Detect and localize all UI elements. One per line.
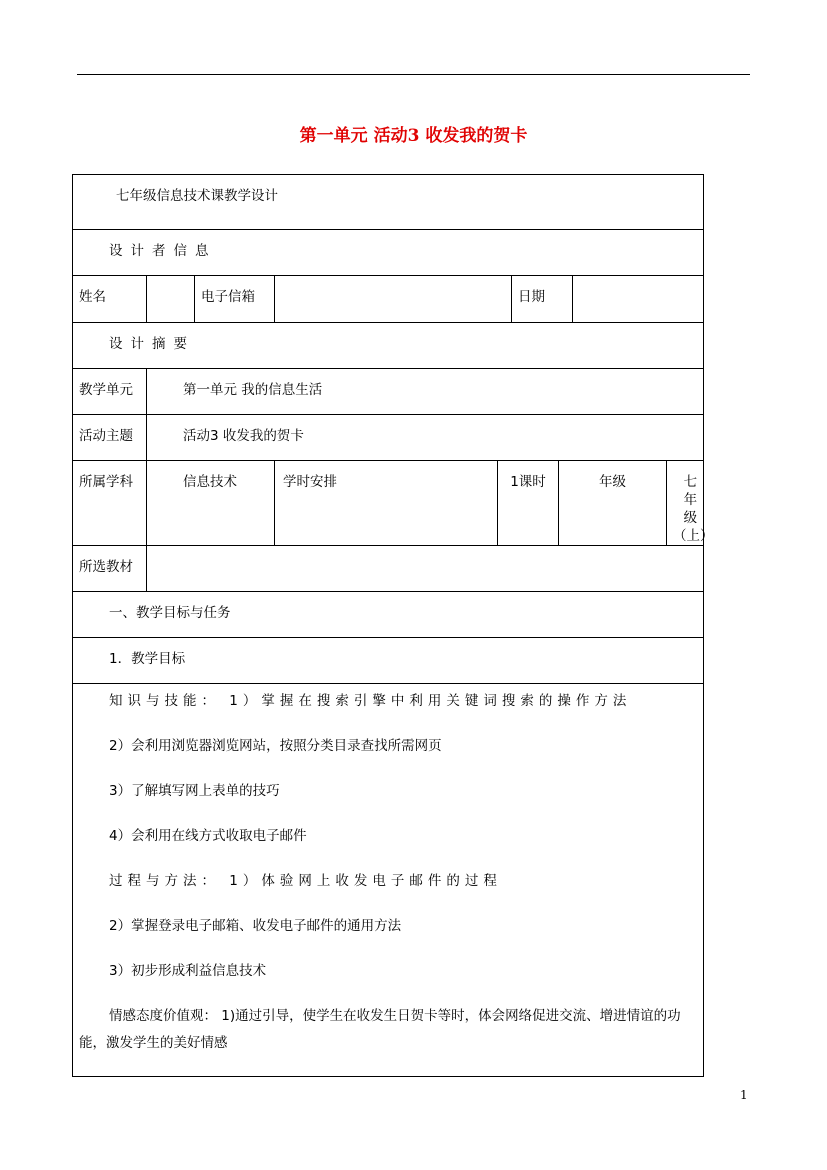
topic-value: 活动3 收发我的贺卡: [147, 415, 704, 461]
summary-label: 设计摘要: [73, 323, 704, 369]
table-row: [73, 592, 704, 638]
unit-label: 教学单元: [73, 369, 147, 415]
designer-info-label: 设计者信息: [73, 230, 704, 276]
name-label: 姓名: [73, 276, 147, 323]
grade-value: 七年级（上）: [667, 461, 704, 546]
table-row: [73, 415, 704, 461]
goal-line: 4）会利用在线方式收取电子邮件: [109, 828, 307, 844]
teaching-goals-cell: [73, 684, 704, 1077]
lesson-plan-table: [72, 174, 714, 1077]
goal-line: 2）掌握登录电子邮箱、收发电子邮件的通用方法: [109, 918, 402, 934]
table-row: [73, 369, 704, 415]
table-row: [73, 323, 704, 369]
topic-label: 活动主题: [73, 415, 147, 461]
date-value: [573, 276, 704, 323]
goal-line: 3）初步形成利益信息技术: [109, 963, 267, 979]
table-row: [73, 175, 704, 230]
document-title: 第一单元 活动3 收发我的贺卡: [299, 126, 528, 146]
table-row: [73, 638, 704, 684]
page-number: 1: [740, 1088, 748, 1102]
goal-line: 知识与技能： 1）掌握在搜索引擎中利用关键词搜索的操作方法: [109, 693, 632, 709]
goal-line: 2）会利用浏览器浏览网站，按照分类目录查找所需网页: [109, 738, 442, 754]
section-heading: 一、教学目标与任务: [73, 592, 704, 638]
grade-label: 年级: [559, 461, 667, 546]
email-label: 电子信箱: [195, 276, 275, 323]
table-header-text: 七年级信息技术课教学设计: [73, 175, 704, 230]
textbook-value: [147, 546, 704, 592]
goal-line: 情感态度价值观： 1)通过引导，使学生在收发生日贺卡等时，体会网络促进交流、增进情谊的功能，激发学生的美好情感: [79, 1008, 681, 1051]
table-row: [73, 546, 704, 592]
subject-value: 信息技术: [147, 461, 275, 546]
unit-value: 第一单元 我的信息生活: [147, 369, 704, 415]
goal-line: 3）了解填写网上表单的技巧: [109, 783, 280, 799]
table-row: [73, 684, 704, 1077]
name-value: [147, 276, 195, 323]
goal-line: 过程与方法： 1）体验网上收发电子邮件的过程: [109, 873, 502, 889]
table-row: [73, 276, 704, 323]
table-row: [73, 230, 704, 276]
date-label: 日期: [512, 276, 573, 323]
hours-value: 1课时: [498, 461, 559, 546]
textbook-label: 所选教材: [73, 546, 147, 592]
table-row: [73, 461, 704, 546]
email-value: [275, 276, 512, 323]
section-subheading: 1．教学目标: [73, 638, 704, 684]
hours-label: 学时安排: [275, 461, 498, 546]
subject-label: 所属学科: [73, 461, 147, 546]
header-rule: [77, 74, 750, 75]
